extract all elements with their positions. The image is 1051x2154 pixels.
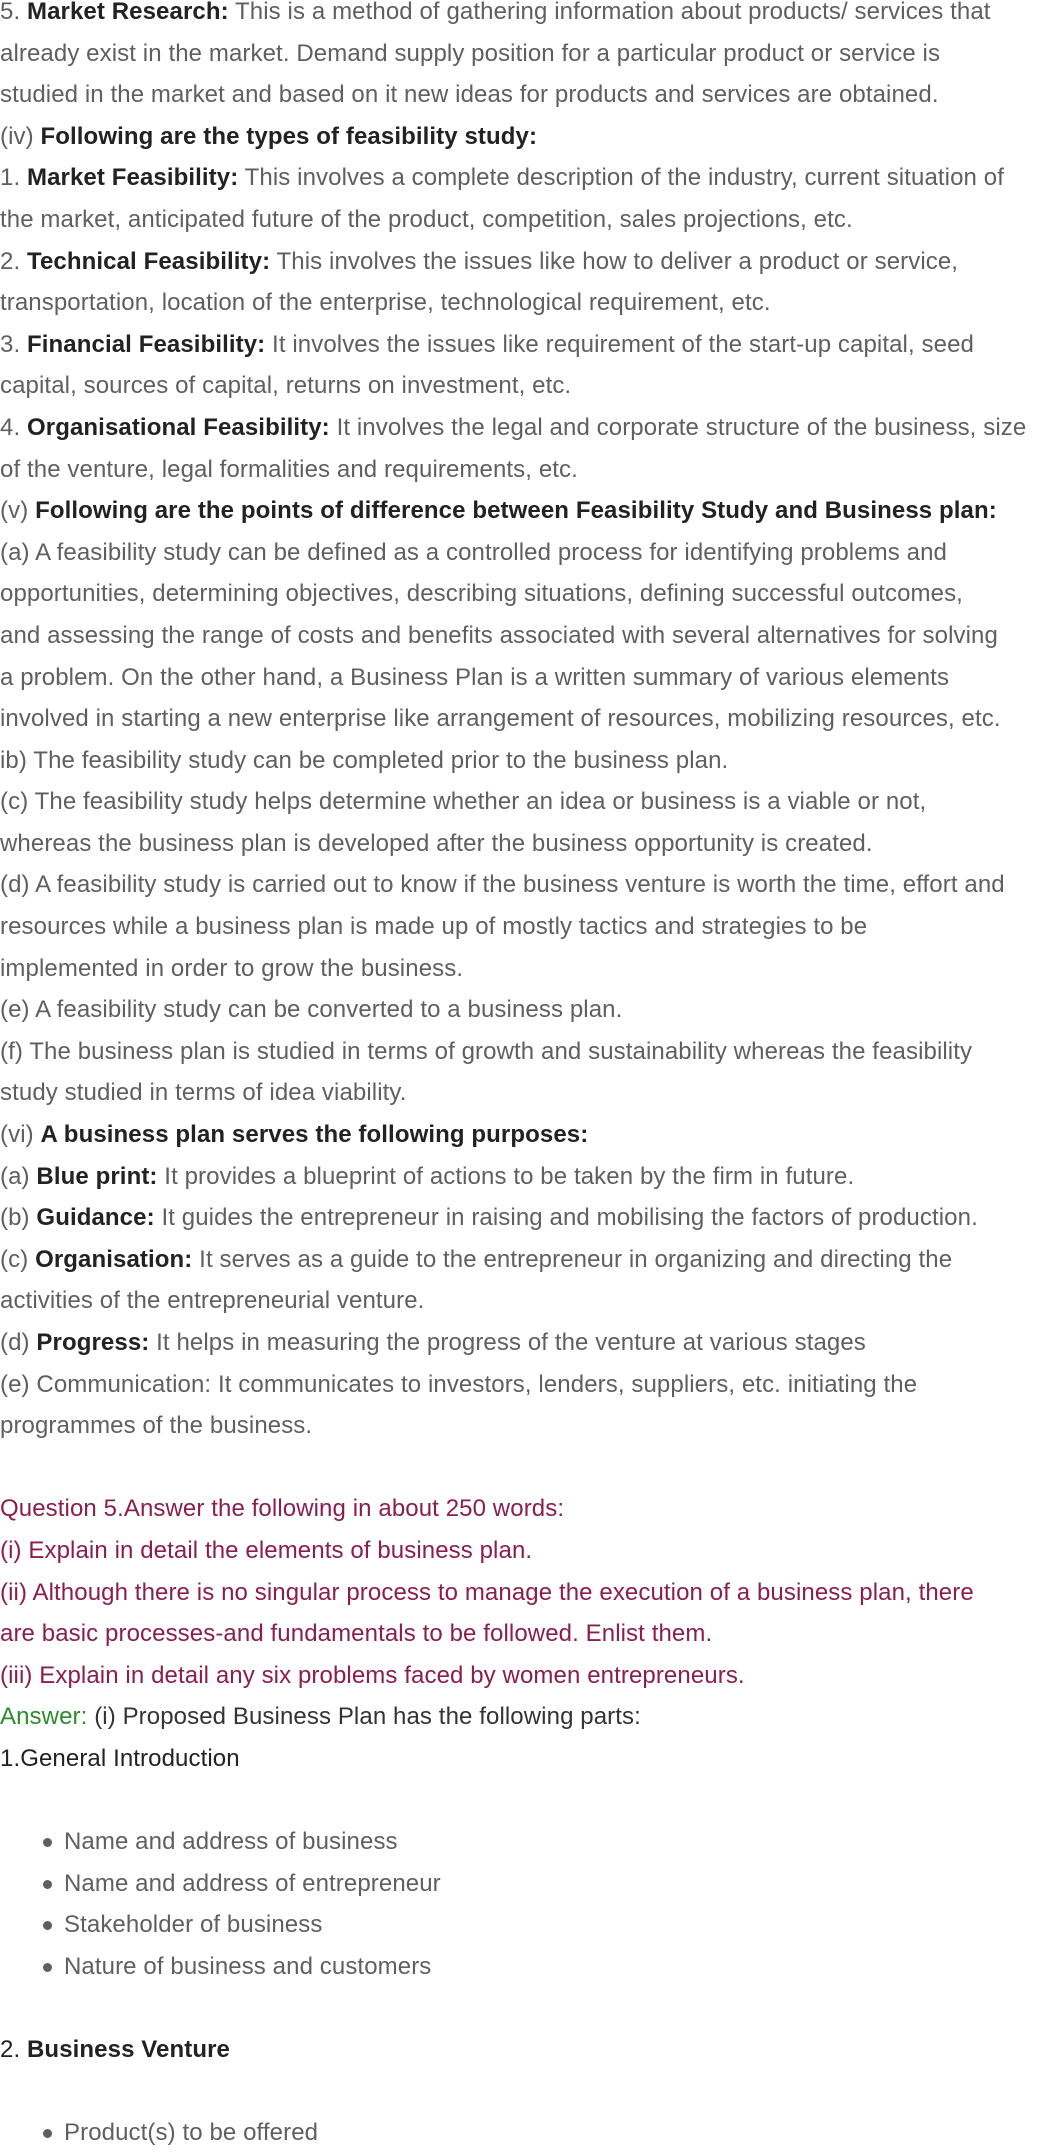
item-prefix: (d) — [0, 1329, 30, 1356]
item-text: This involves the issues like how to deliver a product or service, — [276, 247, 959, 275]
section-title-general-introduction: 1.General Introduction — [0, 1744, 240, 1772]
text-line: a problem. On the other hand, a Business Plan is a written summary of various elements — [0, 663, 950, 691]
feasibility-item — [0, 241, 1051, 283]
text-line: (f) The business plan is studied in terms of growth and sustainability whereas the feasibility — [0, 1037, 973, 1065]
section-heading-text: Following are the types of feasibility study: — [40, 122, 538, 150]
spacer — [0, 1780, 1051, 1822]
text-line: already exist in the market. Demand supply position for a particular product or service is — [0, 39, 941, 67]
list-item: Name and address of business — [0, 1821, 1051, 1863]
text-line: (c) The feasibility study helps determine whether an idea or business is a viable or not, — [0, 788, 927, 816]
section-heading-text: Following are the points of difference between Feasibility Study and Business plan: — [35, 497, 997, 525]
term-market-research: Market Research: — [27, 0, 229, 25]
text-line: whereas the business plan is developed after the business opportunity is created. — [0, 829, 873, 857]
item-text: This involves a complete description of the industry, current situation of — [244, 164, 1004, 192]
general-introduction-list — [0, 1821, 1051, 1987]
item-prefix: (b) — [0, 1204, 30, 1232]
feasibility-item — [0, 157, 1051, 199]
text-line: study studied in terms of idea viability. — [0, 1079, 407, 1107]
section-title-business-venture — [0, 2029, 1051, 2071]
list-item: Nature of business and customers — [0, 1946, 1051, 1988]
text-line: studied in the market and based on it new ideas for products and services are obtained. — [0, 81, 939, 109]
item-number: 1. — [0, 164, 21, 192]
answer-text: (i) Proposed Business Plan has the following parts: — [94, 1703, 641, 1731]
spacer — [0, 2071, 1051, 2113]
purpose-item — [0, 1322, 1051, 1364]
text-line: involved in starting a new enterprise like arrangement of resources, mobilizing resources, etc. — [0, 705, 1001, 733]
item-term: Technical Feasibility: — [27, 247, 271, 275]
item-term: Market Feasibility: — [27, 164, 239, 192]
item-prefix: (a) — [0, 1162, 30, 1190]
item-text: It involves the issues like requirement of the start-up capital, seed — [272, 330, 974, 358]
feasibility-item — [0, 407, 1051, 449]
answer-label: Answer: — [0, 1703, 88, 1731]
question-line: (i) Explain in detail the elements of business plan. — [0, 1536, 533, 1564]
text-line: programmes of the business. — [0, 1412, 313, 1440]
item-text: It serves as a guide to the entrepreneur in organizing and directing the — [199, 1245, 953, 1273]
item-term: Financial Feasibility: — [27, 330, 266, 358]
section-label: (vi) — [0, 1121, 34, 1149]
section-title-text: Business Venture — [27, 2036, 231, 2064]
item-number: 4. — [0, 413, 21, 441]
item-term: Progress: — [36, 1329, 150, 1356]
purpose-item — [0, 1156, 1051, 1198]
answer-line — [0, 1696, 1051, 1738]
text-line: implemented in order to grow the business. — [0, 954, 464, 982]
section-number: 2. — [0, 2036, 21, 2064]
item-text: It guides the entrepreneur in raising and mobilising the factors of production. — [161, 1204, 978, 1232]
purpose-item — [0, 1197, 1051, 1239]
spacer — [0, 1447, 1051, 1489]
list-item: Name and address of entrepreneur — [0, 1863, 1051, 1905]
item-text: It helps in measuring the progress of the venture at various stages — [156, 1329, 866, 1356]
text-line: opportunities, determining objectives, describing situations, defining successful outcomes, — [0, 580, 963, 608]
question-line: are basic processes-and fundamentals to be followed. Enlist them. — [0, 1620, 713, 1648]
section-label: (iv) — [0, 122, 34, 150]
text-line: transportation, location of the enterprise, technological requirement, etc. — [0, 289, 771, 317]
item-term: Organisational Feasibility: — [27, 413, 330, 441]
question-title: Question 5.Answer the following in about 250 words: — [0, 1495, 565, 1523]
item-term: Blue print: — [36, 1162, 158, 1190]
purpose-item — [0, 1239, 1051, 1281]
item-number: 2. — [0, 247, 21, 275]
section-heading-text: A business plan serves the following purposes: — [40, 1121, 589, 1149]
text: This is a method of gathering information about products/ services that — [235, 0, 991, 25]
text-line: ib) The feasibility study can be completed prior to the business plan. — [0, 746, 729, 774]
question-line: (ii) Although there is no singular process to manage the execution of a business plan, there — [0, 1578, 974, 1606]
text-line: of the venture, legal formalities and requirements, etc. — [0, 455, 578, 483]
section-label: (v) — [0, 497, 29, 525]
item-term: Organisation: — [35, 1245, 193, 1273]
text-line: (e) A feasibility study can be converted to a business plan. — [0, 996, 623, 1024]
text-line: (a) A feasibility study can be defined as a controlled process for identifying problems and — [0, 538, 947, 566]
text-line: the market, anticipated future of the product, competition, sales projections, etc. — [0, 205, 853, 233]
spacer — [0, 1988, 1051, 2030]
list-item: Product(s) to be offered — [0, 2112, 1051, 2154]
text-line: resources while a business plan is made up of mostly tactics and strategies to be — [0, 913, 868, 941]
item-number: 5. — [0, 0, 21, 25]
item-text: It involves the legal and corporate structure of the business, size — [336, 413, 1027, 441]
list-item: Stakeholder of business — [0, 1904, 1051, 1946]
item-text: It provides a blueprint of actions to be taken by the firm in future. — [164, 1162, 855, 1190]
question-line: (iii) Explain in detail any six problems faced by women entrepreneurs. — [0, 1661, 745, 1689]
text-line: and assessing the range of costs and benefits associated with several alternatives for solving — [0, 621, 998, 649]
text-line: activities of the entrepreneurial venture. — [0, 1287, 425, 1315]
item-prefix: (c) — [0, 1245, 29, 1273]
item-number: 3. — [0, 330, 21, 358]
item-term: Guidance: — [36, 1204, 155, 1232]
text-line: capital, sources of capital, returns on investment, etc. — [0, 372, 572, 400]
text-line: (d) A feasibility study is carried out to know if the business venture is worth the time, effort and — [0, 871, 1005, 899]
section-heading-v — [0, 490, 1051, 532]
section-heading-iv — [0, 116, 1051, 158]
paragraph-market-research — [0, 0, 1051, 33]
feasibility-item — [0, 324, 1051, 366]
text-line: (e) Communication: It communicates to investors, lenders, suppliers, etc. initiating the — [0, 1370, 918, 1398]
section-heading-vi — [0, 1114, 1051, 1156]
